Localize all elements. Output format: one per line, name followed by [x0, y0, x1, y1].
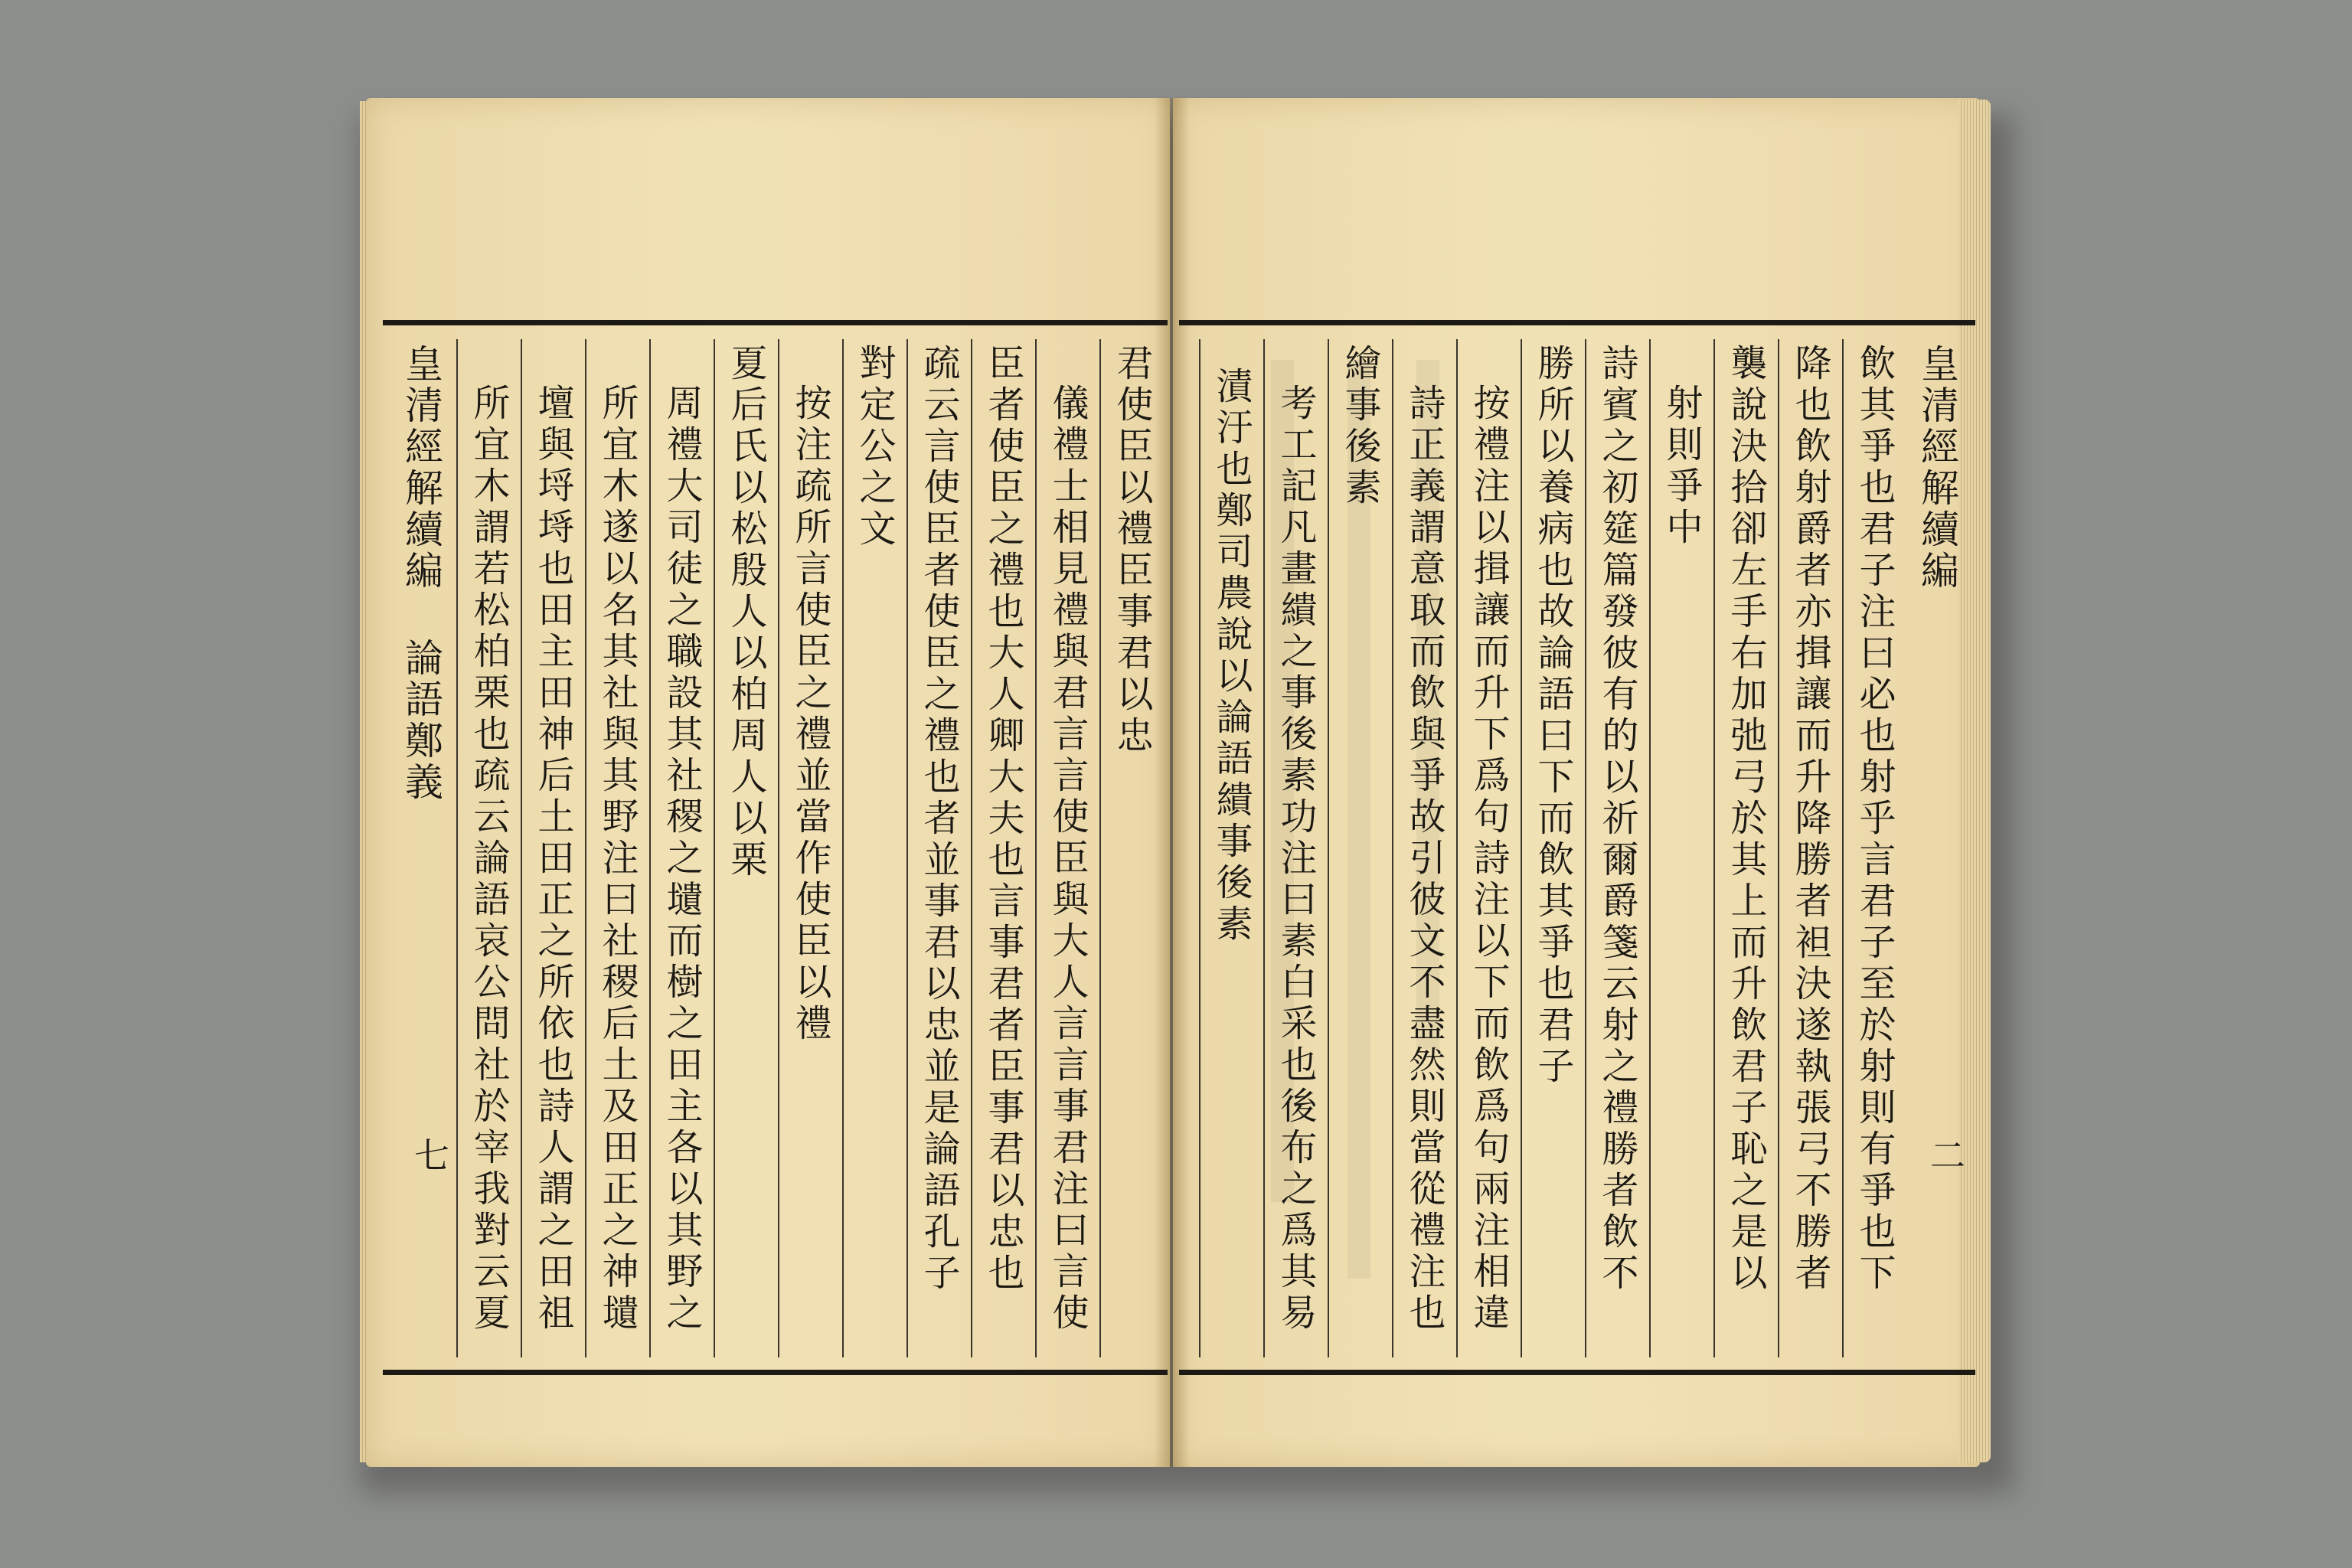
page-banner — [390, 339, 452, 1357]
text-column: 君使臣以禮臣事君以忠 — [1099, 339, 1164, 1357]
page-banner — [1906, 339, 1968, 1357]
left-text-frame — [383, 320, 1168, 1375]
text-column: 對定公之文 — [842, 339, 906, 1357]
text-column: 詩賓之初筵篇發彼有的以祈爾爵箋云射之禮勝者飲不 — [1585, 339, 1649, 1357]
text-column: 夏后氏以松殷人以柏周人以栗 — [714, 339, 778, 1357]
right-text-frame — [1179, 320, 1975, 1375]
text-column: 射則爭中 — [1649, 339, 1713, 1357]
folio-number: 二 — [1925, 1137, 1966, 1172]
text-column: 所宜木謂若松柏栗也疏云論語哀公問社於宰我對云夏 — [456, 339, 521, 1357]
text-column: 詩正義謂意取而飲與爭故引彼文不盡然則當從禮注也 — [1392, 339, 1456, 1357]
book-title: 皇清經解續編 — [399, 344, 443, 592]
text-column: 儀禮士相見禮與君言言使臣與大人言言事君注曰言使 — [1035, 339, 1099, 1357]
text-column: 漬汙也鄭司農說以論語繢事後素 — [1199, 339, 1263, 1357]
text-column: 按注疏所言使臣之禮並當作使臣以禮 — [778, 339, 842, 1357]
text-column: 所宜木遂以名其社與其野注曰社稷后土及田正之神壝 — [585, 339, 649, 1357]
text-column: 襲說決拾卻左手右加弛弓於其上而升飲君子恥之是以 — [1713, 339, 1778, 1357]
text-column: 壇與埒埓也田主田神后土田正之所依也詩人謂之田祖 — [521, 339, 585, 1357]
text-column: 飲其爭也君子注曰必也射乎言君子至於射則有爭也下 — [1842, 339, 1906, 1357]
text-column: 降也飲射爵者亦揖讓而升降勝者袒決遂執張弓不勝者 — [1778, 339, 1842, 1357]
section-title: 論語鄭義 — [399, 638, 443, 803]
text-column: 疏云言使臣者使臣之禮也者並事君以忠並是論語孔子 — [906, 339, 971, 1357]
book-title: 皇清經解續編 — [1915, 344, 1959, 592]
text-column: 按禮注以揖讓而升下爲句詩注以下而飲爲句兩注相違 — [1456, 339, 1521, 1357]
text-column: 周禮大司徒之職設其社稷之壝而樹之田主各以其野之 — [649, 339, 714, 1357]
text-column: 繪事後素 — [1328, 339, 1392, 1357]
text-column: 勝所以養病也故論語曰下而飲其爭也君子 — [1521, 339, 1585, 1357]
text-column: 臣者使臣之禮也大人卿大夫也言事君者臣事君以忠也 — [971, 339, 1035, 1357]
folio-number: 七 — [409, 1137, 450, 1172]
text-column: 考工記凡畫繢之事後素功注曰素白采也後布之爲其易 — [1263, 339, 1328, 1357]
